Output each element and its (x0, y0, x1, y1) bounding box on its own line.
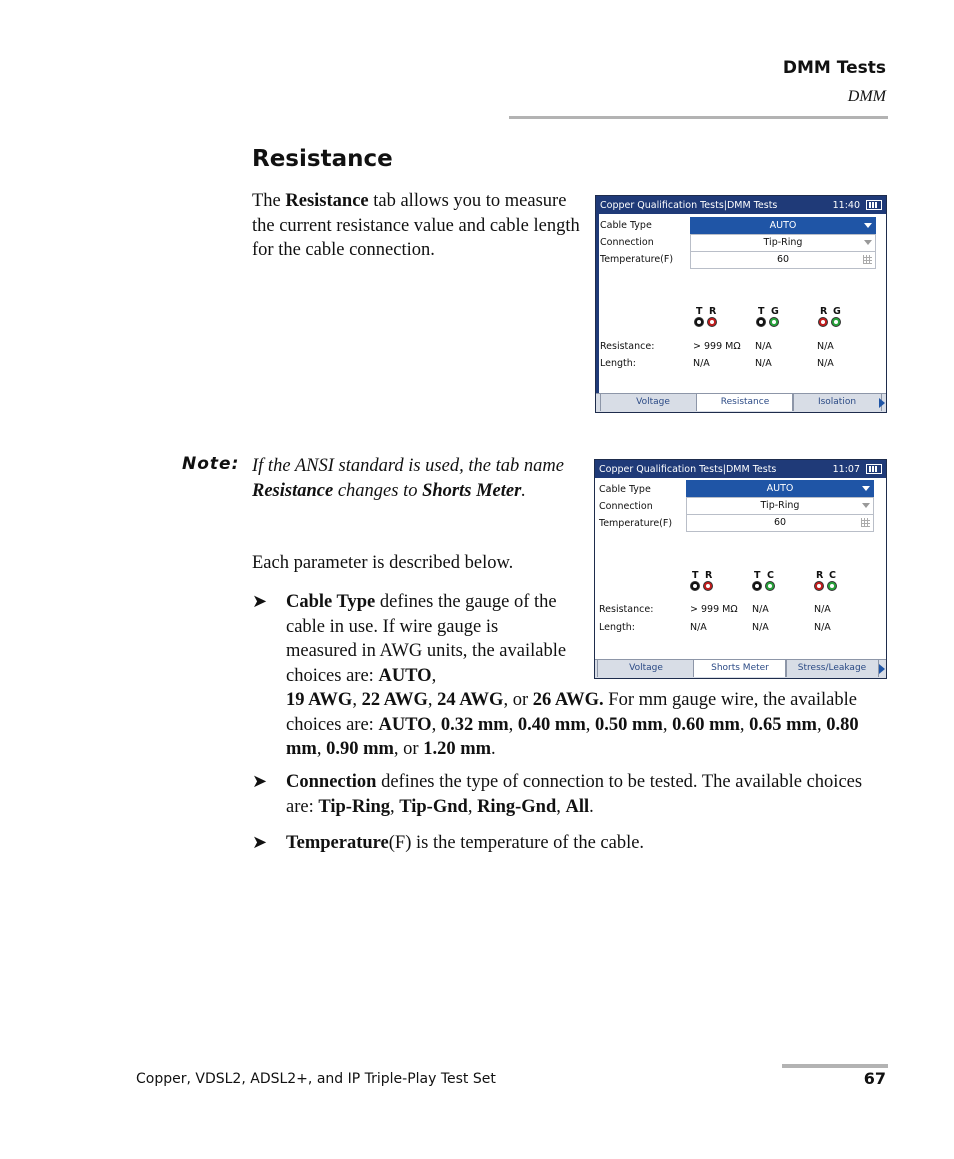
resistance-value-tr: > 999 MΩ (693, 341, 741, 352)
tab-resistance[interactable]: Resistance (696, 394, 794, 411)
connection-label: Connection (600, 237, 654, 248)
screen-tab-bar (596, 393, 886, 412)
keypad-icon (863, 255, 872, 264)
running-header-title: DMM Tests (782, 58, 886, 78)
screen-title: Copper Qualification Tests|DMM Tests (599, 463, 777, 475)
tab-isolation[interactable]: Isolation (792, 394, 882, 411)
cable-type-select[interactable]: AUTO (690, 217, 876, 235)
chevron-down-icon (864, 240, 872, 245)
cable-type-label: Cable Type (599, 484, 651, 495)
length-label: Length: (599, 622, 635, 633)
note-label: Note: (182, 454, 240, 474)
ground-terminal-icon (831, 317, 841, 327)
parameters-intro: Each parameter is described below. (252, 553, 514, 573)
note-text: If the ANSI standard is used, the tab name Resistance changes to Shorts Meter. (252, 456, 564, 501)
screen-edge (596, 196, 599, 412)
bullet-cable-type: Cable Type defines the gauge of the cable in use. If wire gauge is measured in AWG units, the available choices are: AUTO, 19 AWG, 22 AWG, 24 AWG, or 26 AWG. For mm gauge wire, the available choices are: AUTO, 0.32 mm, 0.40 mm, 0.50 mm, 0.60 mm, 0.65 mm, 0.80 mm, 0.90 mm, or 1.20 mm. (286, 592, 859, 759)
connection-select[interactable]: Tip-Ring (690, 234, 876, 252)
length-value-tg: N/A (755, 358, 772, 369)
screen-titlebar (595, 460, 886, 478)
cable-type-label: Cable Type (600, 220, 652, 231)
temperature-input[interactable]: 60 (690, 251, 876, 269)
connection-select[interactable]: Tip-Ring (686, 497, 874, 515)
battery-icon (866, 200, 882, 210)
resistance-value-tr: > 999 MΩ (690, 604, 738, 615)
length-value-tc: N/A (752, 622, 769, 633)
screen-title: Copper Qualification Tests|DMM Tests (600, 199, 778, 211)
keypad-icon (861, 518, 870, 527)
tab-voltage[interactable]: Voltage (600, 394, 706, 411)
screen-titlebar (596, 196, 886, 214)
tab-voltage[interactable]: Voltage (597, 660, 695, 677)
tip-terminal-icon (694, 317, 704, 327)
bullet-temperature: Temperature(F) is the temperature of the cable. (286, 833, 645, 853)
ring-terminal-icon (818, 317, 828, 327)
screen-clock: 11:07 (832, 463, 860, 475)
device-screenshot-resistance: Copper Qualification Tests|DMM Tests 11:40 Cable Type AUTO Connection Tip-Ring Temperature(F) 60 T R T G R G Resistance: > 999 MΩ N/A N/A Length: N/A N/A N/A Voltage Resistance Isolation (595, 195, 887, 413)
resistance-value-rc: N/A (814, 604, 831, 615)
device-screenshot-shorts-meter: Copper Qualification Tests|DMM Tests 11:07 Cable Type AUTO Connection Tip-Ring Temperature(F) 60 T R T C R C Resistance: > 999 MΩ N/A N/A Length: N/A N/A N/A Voltage Shorts Meter Stress/Leakage (594, 459, 887, 679)
footer-doc-title: Copper, VDSL2, ADSL2+, and IP Triple-Play Test Set (136, 1071, 496, 1087)
length-value-tr: N/A (693, 358, 710, 369)
resistance-value-rg: N/A (817, 341, 834, 352)
ground-terminal-icon (769, 317, 779, 327)
running-header-subtitle: DMM (847, 88, 886, 105)
bullet-connection: Connection defines the type of connection to be tested. The available choices are: Tip-Ring, Tip-Gnd, Ring-Gnd, All. (286, 772, 863, 817)
battery-icon (866, 464, 882, 474)
temperature-label: Temperature(F) (600, 254, 674, 265)
bullet-arrow-icon: ➤ (252, 832, 268, 852)
length-value-rg: N/A (817, 358, 834, 369)
length-value-rc: N/A (814, 622, 831, 633)
cable-type-select[interactable]: AUTO (686, 480, 874, 498)
resistance-value-tg: N/A (755, 341, 772, 352)
chevron-down-icon (864, 223, 872, 228)
resistance-label: Resistance: (600, 341, 655, 352)
bullet-arrow-icon: ➤ (252, 591, 268, 611)
resistance-value-tc: N/A (752, 604, 769, 615)
length-label: Length: (600, 358, 636, 369)
section-title: Resistance (252, 146, 393, 172)
intro-paragraph: The Resistance tab allows you to measure the current resistance value and cable length for the cable connection. (252, 191, 580, 260)
bullet-arrow-icon: ➤ (252, 771, 268, 791)
length-value-tr: N/A (690, 622, 707, 633)
scroll-right-icon[interactable] (879, 398, 885, 408)
footer-rule (782, 1064, 888, 1068)
tab-shorts-meter[interactable]: Shorts Meter (693, 660, 787, 677)
connection-label: Connection (599, 501, 653, 512)
page-number: 67 (863, 1069, 886, 1088)
screen-clock: 11:40 (832, 199, 860, 211)
chevron-down-icon (862, 486, 870, 491)
tip-terminal-icon (756, 317, 766, 327)
temperature-input[interactable]: 60 (686, 514, 874, 532)
chevron-down-icon (862, 503, 870, 508)
ring-terminal-icon (707, 317, 717, 327)
header-rule (509, 116, 888, 119)
tab-stress-leakage[interactable]: Stress/Leakage (785, 660, 879, 677)
resistance-label: Resistance: (599, 604, 654, 615)
temperature-label: Temperature(F) (599, 518, 673, 529)
